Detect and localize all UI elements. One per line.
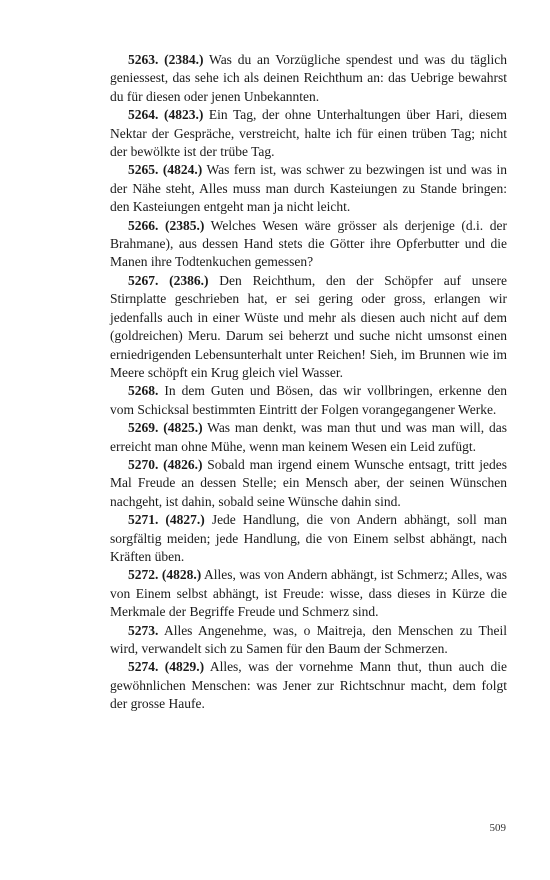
entry-number: 5263. (2384.) (128, 52, 204, 67)
entry-5274 (110, 658, 507, 713)
entry-text: Ein Tag, der ohne Unterhaltungen über Hari, diesem Nektar der Gespräche, verstreicht, halte ich für einen trüben Tag; nicht der bewölkte ist der trübe Tag. (110, 107, 507, 160)
entry-5266 (110, 217, 507, 272)
entry-number: 5267. (2386.) (128, 272, 209, 288)
entry-number: 5264. (4823.) (128, 107, 204, 123)
entry-5265 (110, 161, 507, 216)
entry-text: Alles, was der vornehme Mann thut, thun auch die gewöhnlichen Menschen: was Jener zur Richtschnur macht, dem folgt der grosse Haufe. (110, 659, 507, 712)
entry-text: Alles Angenehme, was, o Maitreja, den Menschen zu Theil wird, verwandelt sich zu Samen für den Baum der Schmerzen. (110, 622, 507, 656)
entry-number: 5269. (4825.) (128, 420, 203, 436)
entry-5273 (110, 622, 507, 659)
entry-number: 5266. (2385.) (128, 217, 205, 233)
entry-5263 (110, 51, 507, 106)
entry-5267 (110, 272, 507, 382)
entry-number: 5270. (4826.) (128, 456, 203, 472)
entry-number: 5271. (4827.) (128, 512, 205, 528)
entry-text: Welches Wesen wäre grösser als derjenige (d.i. der Brahmane), aus dessen Hand stets die Götter ihre Opferbutter und die Manen ihre Todtenkuchen gemessen? (110, 217, 507, 270)
entry-5264 (110, 106, 507, 161)
entry-number: 5274. (4829.) (128, 659, 205, 675)
entry-text: Was man denkt, was man thut und was man will, das erreicht man ohne Mühe, wenn man keinem Wesen ein Leid zufügt. (110, 420, 508, 454)
entry-number: 5268. (128, 383, 159, 399)
entry-text: Jede Handlung, die von Andern abhängt, soll man sorgfältig meiden; jede Handlung, die von Einem selbst abhängt, nach Kräften üben. (110, 512, 507, 564)
entry-5269 (110, 419, 507, 456)
entry-text: Sobald man irgend einem Wunsche entsagt, tritt jedes Mal Freude an dessen Stelle; ein Mensch aber, der seinen Wünschen nachgeht, ist dahin, sobald seine Wünsche dahin sind. (110, 456, 507, 509)
entry-5270 (110, 456, 507, 511)
entry-5271 (110, 511, 507, 566)
entry-number: 5265. (4824.) (128, 162, 203, 178)
entry-5268 (110, 382, 507, 419)
entry-5272 (110, 566, 507, 621)
entry-text: Was fern ist, was schwer zu bezwingen ist und was in der Nähe steht, Alles muss man durch Kasteiungen zu Stande bringen: den Kasteiungen entgeht man ja nicht leicht. (110, 162, 507, 215)
page-body (110, 51, 507, 714)
entry-text: Was du an Vorzügliche spendest und was du täglich geniessest, das sehe ich als deinen Reichthum an: das Uebrige bewahrst du für diesen oder jenen Unbekannten. (110, 52, 507, 104)
entry-number: 5272. (4828.) (128, 567, 202, 583)
entry-number: 5273. (128, 622, 159, 638)
entry-text: Alles, was von Andern abhängt, ist Schmerz; Alles, was von Einem selbst abhängt, ist Freude: wisse, dass dieses in Kürze die Merkmale der Begriffe Freude und Schmerz sind. (110, 567, 507, 620)
entry-text: In dem Guten und Bösen, das wir vollbringen, erkenne den vom Schicksal bestimmten Eintritt der Folgen vorangegangener Werke. (110, 383, 507, 417)
page-number: 509 (489, 822, 506, 834)
entry-text: Den Reichthum, den der Schöpfer auf unsere Stirnplatte geschrieben hat, er sei gering oder gross, erlangen wir jedenfalls auch in einer Wüste und mehr als diesen auch nicht auf dem (goldreichen) Meru. Darum sei beherzt und suche nicht umsonst einen erniedrigenden Lebensunterhalt unter Reichen! Sieh, im Brunnen wie im Meere schöpft ein Krug gleich viel Wasser. (110, 272, 507, 380)
